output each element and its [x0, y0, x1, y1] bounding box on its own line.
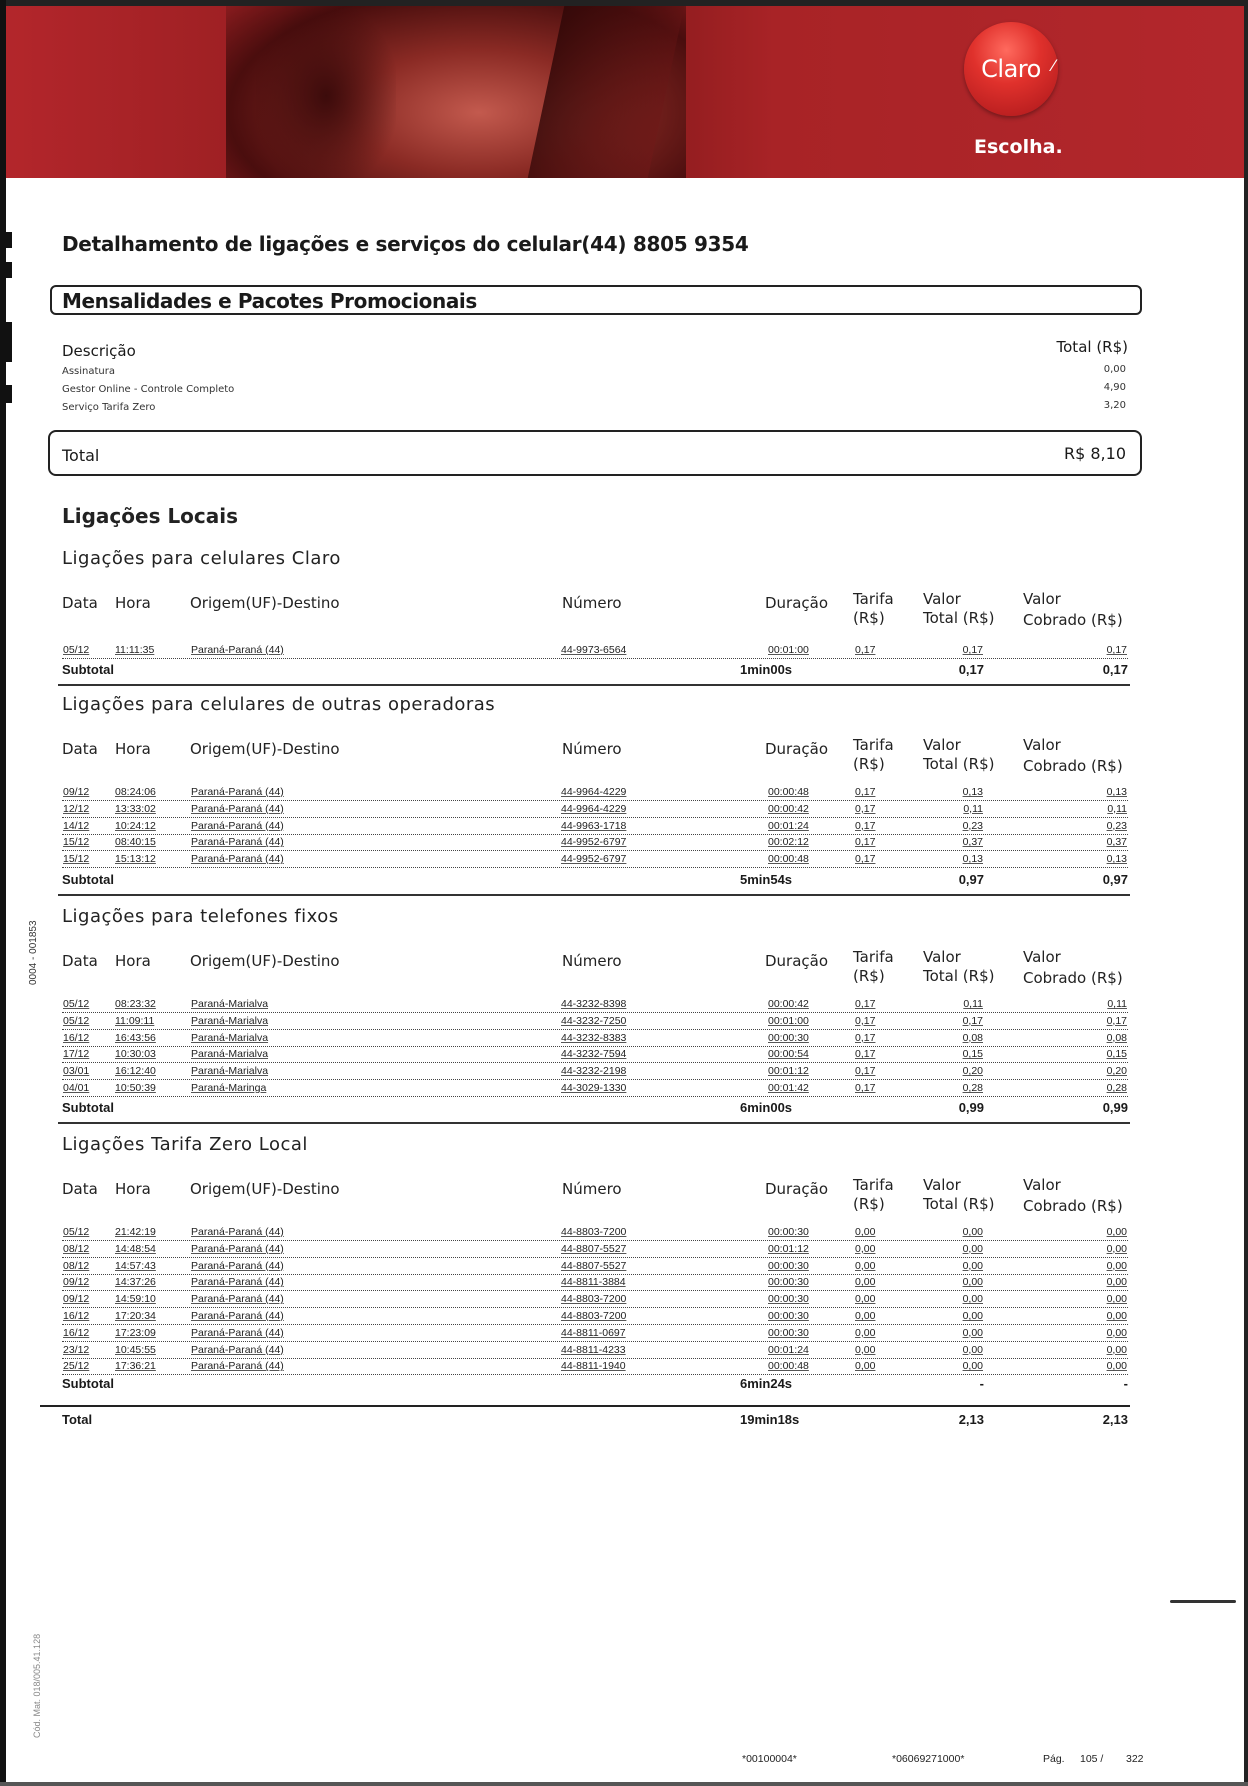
call-number: 44-8803-7200: [561, 1293, 627, 1306]
call-origin-destination: Paraná-Paraná (44): [191, 644, 284, 656]
call-charged-value: 0,15: [1106, 1048, 1127, 1061]
call-time: 17:36:21: [115, 1360, 156, 1373]
col-header-data: Data: [62, 740, 98, 758]
call-origin-destination: Paraná-Paraná (44): [191, 1276, 284, 1289]
call-row: [62, 644, 1128, 659]
registration-mark: [0, 322, 12, 362]
col-header-duracao: Duração: [765, 740, 829, 758]
page-title: Detalhamento de ligações e serviços do celular(44) 8805 9354: [62, 232, 749, 256]
col-header-valor-cobrado: Valor Cobrado (R$): [1023, 1176, 1123, 1215]
call-duration: 00:00:30: [768, 1293, 809, 1306]
subtotal-valor-cobrado: -: [1123, 1376, 1128, 1391]
subtotal-duration: 6min00s: [740, 1100, 793, 1115]
call-charged-value: 0,08: [1106, 1031, 1127, 1044]
call-duration: 00:01:12: [768, 1242, 809, 1255]
page-total: 322: [1126, 1753, 1144, 1765]
subtotal-duration: 6min24s: [740, 1376, 793, 1391]
call-date: 09/12: [63, 1276, 90, 1289]
call-date: 14/12: [63, 819, 90, 832]
material-code: Cód. Mat. 018/005.41.128: [32, 1633, 42, 1738]
call-charged-value: 0,11: [1107, 998, 1127, 1010]
section-divider: [58, 684, 1130, 686]
col-header-origem: Origem(UF)-Destino: [190, 594, 340, 612]
footer-code-2: *06069271000*: [892, 1753, 965, 1765]
col-header-origem: Origem(UF)-Destino: [190, 1180, 340, 1198]
call-number: 44-9952-6797: [561, 853, 627, 866]
col-header-valor-cobrado: Valor Cobrado (R$): [1023, 948, 1123, 987]
col-header-numero: Número: [562, 740, 622, 758]
call-origin-destination: Paraná-Marialva: [191, 1065, 269, 1078]
scan-edge-right: [1244, 0, 1248, 1786]
mensalidade-item-value: 0,00: [1103, 364, 1126, 375]
call-row: [62, 1226, 1128, 1241]
call-number: 44-3232-7250: [561, 1014, 627, 1027]
col-header-numero: Número: [562, 952, 622, 970]
call-total-value: 0,11: [963, 802, 983, 815]
call-time: 13:33:02: [115, 802, 156, 815]
call-rate: 0,17: [855, 1014, 876, 1027]
call-time: 08:24:06: [115, 786, 156, 798]
call-charged-value: 0,37: [1106, 836, 1127, 849]
call-duration: 00:00:30: [768, 1310, 809, 1322]
call-number: 44-8803-7200: [561, 1310, 627, 1322]
registration-mark: [0, 262, 12, 278]
call-origin-destination: Paraná-Paraná (44): [191, 1343, 284, 1356]
subtotal-row: [62, 872, 1128, 890]
call-rate: 0,00: [855, 1293, 876, 1306]
page-label: Pág.: [1043, 1753, 1065, 1765]
call-rate: 0,17: [855, 786, 876, 798]
call-duration: 00:00:48: [768, 853, 809, 866]
call-row: [62, 1293, 1128, 1308]
call-time: 14:37:26: [115, 1276, 156, 1289]
call-charged-value: 0,11: [1107, 802, 1127, 815]
call-total-value: 0,00: [962, 1259, 983, 1272]
call-rate: 0,00: [855, 1242, 876, 1255]
col-header-valor-total: Valor Total (R$): [923, 590, 995, 627]
subtotal-valor-total: 0,17: [958, 662, 984, 677]
call-duration: 00:00:30: [768, 1031, 809, 1044]
call-time: 11:11:35: [115, 644, 155, 656]
call-time: 10:50:39: [115, 1082, 156, 1094]
subtotal-label: Subtotal: [62, 872, 114, 887]
descricao-column-header: Descrição: [62, 342, 136, 360]
call-origin-destination: Paraná-Paraná (44): [191, 1242, 284, 1255]
call-rate: 0,17: [855, 644, 876, 656]
mensalidades-header-box: [50, 285, 1142, 315]
subtotal-valor-cobrado: 0,97: [1102, 872, 1128, 887]
col-header-hora: Hora: [115, 740, 151, 758]
call-origin-destination: Paraná-Paraná (44): [191, 1360, 284, 1373]
col-header-valor-total: Valor Total (R$): [923, 1176, 995, 1213]
page-current: 105 /: [1080, 1753, 1104, 1765]
call-time: 14:59:10: [115, 1293, 156, 1306]
call-date: 16/12: [63, 1326, 90, 1339]
subtotal-duration: 5min54s: [740, 872, 793, 887]
col-header-tarifa: Tarifa (R$): [853, 1176, 894, 1213]
call-duration: 00:00:30: [768, 1259, 809, 1272]
call-date: 05/12: [63, 1226, 90, 1238]
call-time: 10:45:55: [115, 1343, 156, 1356]
call-charged-value: 0,00: [1106, 1259, 1127, 1272]
subtotal-valor-cobrado: 0,17: [1102, 662, 1128, 677]
call-charged-value: 0,00: [1106, 1360, 1127, 1373]
call-duration: 00:01:42: [768, 1082, 809, 1094]
call-origin-destination: Paraná-Marialva: [191, 1014, 269, 1027]
call-number: 44-9963-1718: [561, 819, 627, 832]
grand-total-label: Total: [62, 1412, 93, 1427]
call-duration: 00:00:30: [768, 1226, 809, 1238]
call-time: 10:24:12: [115, 819, 156, 832]
call-duration: 00:01:00: [768, 1014, 809, 1027]
mensalidade-item-value: 4,90: [1103, 382, 1126, 393]
col-header-valor-cobrado: Valor Cobrado (R$): [1023, 736, 1123, 775]
call-total-value: 0,37: [962, 836, 983, 849]
call-date: 25/12: [63, 1360, 90, 1373]
call-number: 44-8807-5527: [561, 1242, 627, 1255]
call-date: 09/12: [63, 1293, 90, 1306]
call-date: 09/12: [63, 786, 90, 798]
call-total-value: 0,08: [962, 1031, 983, 1044]
call-origin-destination: Paraná-Paraná (44): [191, 836, 284, 849]
call-origin-destination: Paraná-Paraná (44): [191, 1310, 284, 1322]
call-time: 15:13:12: [115, 853, 156, 866]
call-time: 16:43:56: [115, 1031, 156, 1044]
call-charged-value: 0,17: [1106, 644, 1127, 656]
col-header-duracao: Duração: [765, 1180, 829, 1198]
mensalidades-total-value: R$ 8,10: [1063, 444, 1126, 463]
call-total-value: 0,28: [962, 1082, 983, 1094]
call-charged-value: 0,20: [1106, 1065, 1127, 1078]
call-charged-value: 0,13: [1106, 853, 1127, 866]
grand-total-duration: 19min18s: [740, 1412, 800, 1427]
footer-code-1: *00100004*: [742, 1753, 797, 1765]
call-duration: 00:00:48: [768, 786, 809, 798]
call-charged-value: 0,00: [1106, 1310, 1127, 1322]
registration-mark: [0, 232, 12, 248]
call-rate: 0,00: [855, 1343, 876, 1356]
call-number: 44-8811-4233: [561, 1343, 626, 1356]
call-date: 05/12: [63, 998, 90, 1010]
call-row: [62, 1032, 1128, 1047]
subtotal-row: [62, 1376, 1128, 1394]
call-rate: 0,17: [855, 1031, 876, 1044]
call-rate: 0,17: [855, 836, 876, 849]
call-row: [62, 1015, 1128, 1030]
call-time: 17:20:34: [115, 1310, 156, 1322]
call-date: 04/01: [63, 1082, 90, 1094]
call-rate: 0,17: [855, 1065, 876, 1078]
call-origin-destination: Paraná-Marialva: [191, 1048, 269, 1061]
call-origin-destination: Paraná-Paraná (44): [191, 1226, 284, 1238]
call-origin-destination: Paraná-Marialva: [191, 1031, 269, 1044]
call-charged-value: 0,00: [1106, 1276, 1127, 1289]
call-total-value: 0,17: [962, 1014, 983, 1027]
col-header-origem: Origem(UF)-Destino: [190, 952, 340, 970]
banner-photo-shadow: [256, 6, 396, 178]
mensalidade-item-label: Serviço Tarifa Zero: [62, 402, 156, 413]
call-total-value: 0,11: [963, 998, 983, 1010]
subtotal-duration: 1min00s: [740, 662, 793, 677]
call-time: 16:12:40: [115, 1065, 156, 1078]
call-row: [62, 1310, 1128, 1325]
call-rate: 0,17: [855, 802, 876, 815]
call-total-value: 0,13: [962, 786, 983, 798]
call-total-value: 0,13: [962, 853, 983, 866]
section-title: Ligações para telefones fixos: [62, 906, 339, 927]
call-origin-destination: Paraná-Paraná (44): [191, 1259, 284, 1272]
call-row: [62, 1360, 1128, 1375]
section-title: Ligações para celulares de outras operadoras: [62, 694, 496, 715]
call-origin-destination: Paraná-Marialva: [191, 998, 269, 1010]
call-total-value: 0,17: [962, 644, 983, 656]
call-date: 05/12: [63, 1014, 90, 1027]
call-time: 08:40:15: [115, 836, 156, 849]
call-row: [62, 853, 1128, 868]
call-date: 03/01: [63, 1065, 90, 1078]
col-header-valor-total: Valor Total (R$): [923, 736, 995, 773]
call-row: [62, 1065, 1128, 1080]
call-total-value: 0,00: [962, 1242, 983, 1255]
call-row: [62, 836, 1128, 851]
call-charged-value: 0,00: [1106, 1293, 1127, 1306]
col-header-tarifa: Tarifa (R$): [853, 736, 894, 773]
section-title: Ligações Tarifa Zero Local: [62, 1134, 308, 1155]
call-duration: 00:01:12: [768, 1065, 809, 1078]
call-charged-value: 0,00: [1106, 1343, 1127, 1356]
subtotal-valor-total: 0,99: [958, 1100, 984, 1115]
total-column-header: Total (R$): [1056, 338, 1128, 356]
col-header-origem: Origem(UF)-Destino: [190, 740, 340, 758]
call-date: 23/12: [63, 1343, 90, 1356]
call-duration: 00:00:42: [768, 802, 809, 815]
call-total-value: 0,00: [962, 1226, 983, 1238]
call-rate: 0,17: [855, 853, 876, 866]
call-row: [62, 1243, 1128, 1258]
scan-edge-bottom: [0, 1782, 1248, 1786]
call-number: 44-3232-8383: [561, 1031, 627, 1044]
call-origin-destination: Paraná-Maringa: [191, 1082, 267, 1094]
call-time: 11:09:11: [115, 1014, 155, 1027]
grand-total-valor-cobrado: 2,13: [1102, 1412, 1128, 1427]
call-total-value: 0,00: [962, 1276, 983, 1289]
grand-total-valor-total: 2,13: [958, 1412, 984, 1427]
call-total-value: 0,00: [962, 1343, 983, 1356]
call-row: [62, 1276, 1128, 1291]
mensalidades-total-box: [48, 430, 1142, 476]
call-rate: 0,17: [855, 998, 876, 1010]
col-header-tarifa: Tarifa (R$): [853, 590, 894, 627]
call-duration: 00:00:30: [768, 1326, 809, 1339]
call-charged-value: 0,00: [1106, 1326, 1127, 1339]
mensalidade-item-value: 3,20: [1103, 400, 1126, 411]
call-total-value: 0,15: [962, 1048, 983, 1061]
mensalidades-total-label: Total: [62, 446, 100, 465]
call-rate: 0,00: [855, 1259, 876, 1272]
col-header-hora: Hora: [115, 952, 151, 970]
cut-mark: [1170, 1600, 1236, 1603]
call-date: 16/12: [63, 1031, 90, 1044]
subtotal-label: Subtotal: [62, 662, 114, 677]
call-row: [62, 1048, 1128, 1063]
subtotal-valor-cobrado: 0,99: [1102, 1100, 1128, 1115]
call-origin-destination: Paraná-Paraná (44): [191, 853, 284, 866]
call-date: 05/12: [63, 644, 90, 656]
call-number: 44-9973-6564: [561, 644, 627, 656]
call-date: 15/12: [63, 853, 90, 866]
col-header-hora: Hora: [115, 1180, 151, 1198]
call-date: 15/12: [63, 836, 90, 849]
call-rate: 0,17: [855, 819, 876, 832]
subtotal-row: [62, 1100, 1128, 1118]
call-number: 44-9964-4229: [561, 786, 627, 798]
call-rate: 0,00: [855, 1276, 876, 1289]
subtotal-label: Subtotal: [62, 1376, 114, 1391]
col-header-data: Data: [62, 1180, 98, 1198]
call-number: 44-3232-7594: [561, 1048, 627, 1061]
call-number: 44-8811-3884: [561, 1276, 626, 1289]
side-code: 0004 - 001853: [28, 920, 39, 985]
call-date: 08/12: [63, 1259, 90, 1272]
call-duration: 00:01:00: [768, 644, 809, 656]
call-origin-destination: Paraná-Paraná (44): [191, 1293, 284, 1306]
call-number: 44-8811-1940: [561, 1360, 626, 1373]
call-charged-value: 0,00: [1106, 1242, 1127, 1255]
call-number: 44-8811-0697: [561, 1326, 626, 1339]
call-row: [62, 1082, 1128, 1097]
call-duration: 00:00:30: [768, 1276, 809, 1289]
call-number: 44-8803-7200: [561, 1226, 627, 1238]
call-total-value: 0,00: [962, 1293, 983, 1306]
subtotal-row: [62, 662, 1128, 680]
call-number: 44-3232-2198: [561, 1065, 627, 1078]
mensalidade-item-label: Assinatura: [62, 366, 116, 377]
col-header-numero: Número: [562, 594, 622, 612]
call-rate: 0,00: [855, 1226, 876, 1238]
mensalidade-item-label: Gestor Online - Controle Completo: [62, 384, 235, 395]
call-row: [62, 786, 1128, 801]
call-number: 44-9964-4229: [561, 802, 627, 815]
call-total-value: 0,20: [962, 1065, 983, 1078]
call-row: [62, 1260, 1128, 1275]
call-row: [62, 820, 1128, 835]
call-time: 14:48:54: [115, 1242, 156, 1255]
claro-logo-text: Claro: [981, 55, 1041, 83]
call-origin-destination: Paraná-Paraná (44): [191, 819, 284, 832]
call-charged-value: 0,23: [1106, 819, 1127, 832]
call-rate: 0,00: [855, 1326, 876, 1339]
call-origin-destination: Paraná-Paraná (44): [191, 786, 284, 798]
call-rate: 0,00: [855, 1310, 876, 1322]
call-number: 44-9952-6797: [561, 836, 627, 849]
grand-total-rule: [40, 1405, 1130, 1407]
subtotal-valor-total: -: [979, 1376, 984, 1391]
call-row: [62, 1344, 1128, 1359]
call-date: 12/12: [63, 802, 90, 815]
call-charged-value: 0,28: [1106, 1082, 1127, 1094]
call-date: 16/12: [63, 1310, 90, 1322]
call-time: 17:23:09: [115, 1326, 156, 1339]
call-duration: 00:00:54: [768, 1048, 809, 1061]
registration-mark: [0, 385, 12, 403]
col-header-duracao: Duração: [765, 952, 829, 970]
col-header-duracao: Duração: [765, 594, 829, 612]
call-duration: 00:01:24: [768, 1343, 809, 1356]
call-origin-destination: Paraná-Paraná (44): [191, 802, 284, 815]
subtotal-valor-total: 0,97: [958, 872, 984, 887]
call-row: [62, 803, 1128, 818]
call-time: 21:42:19: [115, 1226, 156, 1238]
call-origin-destination: Paraná-Paraná (44): [191, 1326, 284, 1339]
call-duration: 00:00:42: [768, 998, 809, 1010]
call-total-value: 0,00: [962, 1360, 983, 1373]
col-header-data: Data: [62, 594, 98, 612]
call-charged-value: 0,00: [1106, 1226, 1127, 1238]
col-header-tarifa: Tarifa (R$): [853, 948, 894, 985]
call-duration: 00:00:48: [768, 1360, 809, 1373]
col-header-data: Data: [62, 952, 98, 970]
call-total-value: 0,00: [962, 1310, 983, 1322]
call-time: 08:23:32: [115, 998, 156, 1010]
call-number: 44-8807-5527: [561, 1259, 627, 1272]
ligacoes-locais-title: Ligações Locais: [62, 504, 239, 528]
col-header-hora: Hora: [115, 594, 151, 612]
col-header-valor-total: Valor Total (R$): [923, 948, 995, 985]
call-row: [62, 998, 1128, 1013]
call-date: 08/12: [63, 1242, 90, 1255]
section-title: Ligações para celulares Claro: [62, 548, 341, 569]
claro-logo: [964, 22, 1058, 116]
call-rate: 0,00: [855, 1360, 876, 1373]
claro-rays-icon: ⁄: [1052, 56, 1055, 75]
col-header-valor-cobrado: Valor Cobrado (R$): [1023, 590, 1123, 629]
call-duration: 00:01:24: [768, 819, 809, 832]
call-rate: 0,17: [855, 1048, 876, 1061]
mensalidades-header: Mensalidades e Pacotes Promocionais: [62, 289, 477, 313]
call-number: 44-3232-8398: [561, 998, 627, 1010]
col-header-numero: Número: [562, 1180, 622, 1198]
banner-tagline: Escolha.: [974, 136, 1063, 158]
call-rate: 0,17: [855, 1082, 876, 1094]
call-time: 10:30:03: [115, 1048, 156, 1061]
call-charged-value: 0,13: [1106, 786, 1127, 798]
call-row: [62, 1327, 1128, 1342]
call-total-value: 0,00: [962, 1326, 983, 1339]
section-divider: [58, 894, 1130, 896]
subtotal-label: Subtotal: [62, 1100, 114, 1115]
call-time: 14:57:43: [115, 1259, 156, 1272]
call-duration: 00:02:12: [768, 836, 809, 849]
section-divider: [58, 1122, 1130, 1124]
call-number: 44-3029-1330: [561, 1082, 627, 1094]
call-date: 17/12: [63, 1048, 90, 1061]
call-total-value: 0,23: [962, 819, 983, 832]
call-charged-value: 0,17: [1106, 1014, 1127, 1027]
